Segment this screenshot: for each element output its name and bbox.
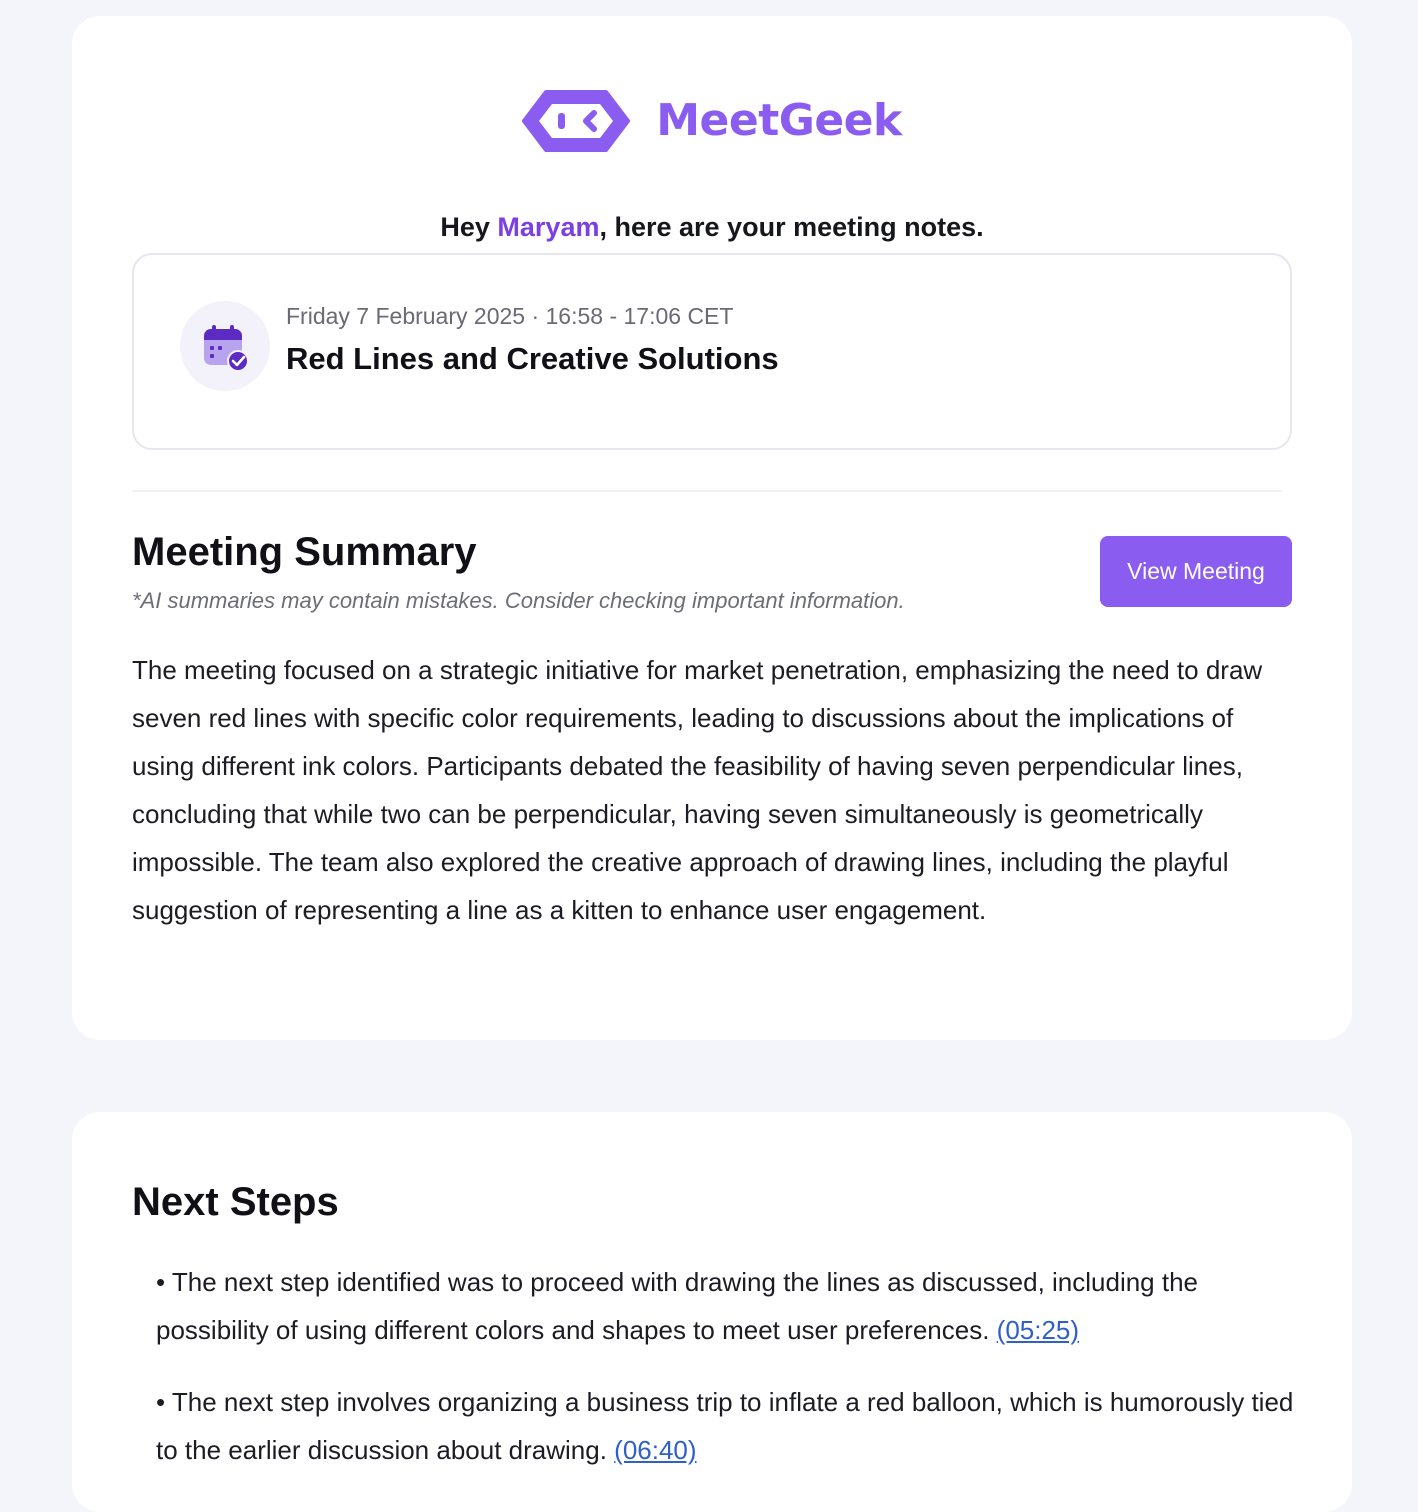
timestamp-link[interactable]: (05:25) [996,1315,1080,1345]
step-text: The next step identified was to proceed with drawing the lines as discussed, including the possibility of using different colors and shapes to meet user preferences. [156,1267,1199,1345]
brand-logo [72,88,1352,154]
bullet: • [156,1387,172,1417]
next-steps-card [72,1112,1352,1512]
list-item [156,1378,1296,1474]
meeting-info-box [132,253,1292,450]
next-steps-list [156,1258,1296,1498]
brand-name: MeetGeek [656,95,902,146]
greeting-prefix: Hey [440,212,498,242]
bullet: • [156,1267,172,1297]
ai-disclaimer: *AI summaries may contain mistakes. Consider checking important information. [132,588,905,613]
greeting-user-name: Maryam [497,212,600,242]
section-divider [132,490,1282,492]
summary-text: The meeting focused on a strategic initiative for market penetration, emphasizing the need to draw seven red lines with specific color requirements, leading to discussions about the implications of using different ink colors. Participants debated the feasibility of having seven perpendicular lines, concluding that while two can be perpendicular, having seven simultaneously is geometrically impossible. The team also explored the creative approach of drawing lines, including the playful suggestion of representing a line as a kitten to enhance user engagement. [132,655,1263,925]
next-steps-heading: Next Steps [132,1180,339,1224]
greeting-heading [72,212,1352,243]
list-item [156,1258,1296,1354]
greeting-suffix: , here are your meeting notes. [599,212,984,242]
meeting-notes-card [72,16,1352,1040]
meeting-title: Red Lines and Creative Solutions [286,341,779,376]
calendar-check-icon [198,319,252,373]
meetgeek-robot-face-icon [522,88,630,154]
step-text: The next step involves organizing a business trip to inflate a red balloon, which is humorously tied to the earlier discussion about drawing. [156,1387,1294,1465]
timestamp-link[interactable]: (06:40) [614,1435,697,1465]
view-meeting-button[interactable]: View Meeting [1100,536,1292,607]
meeting-date-time: Friday 7 February 2025 · 16:58 - 17:06 CET [286,303,734,329]
calendar-badge [180,301,270,391]
summary-heading: Meeting Summary [132,530,477,574]
